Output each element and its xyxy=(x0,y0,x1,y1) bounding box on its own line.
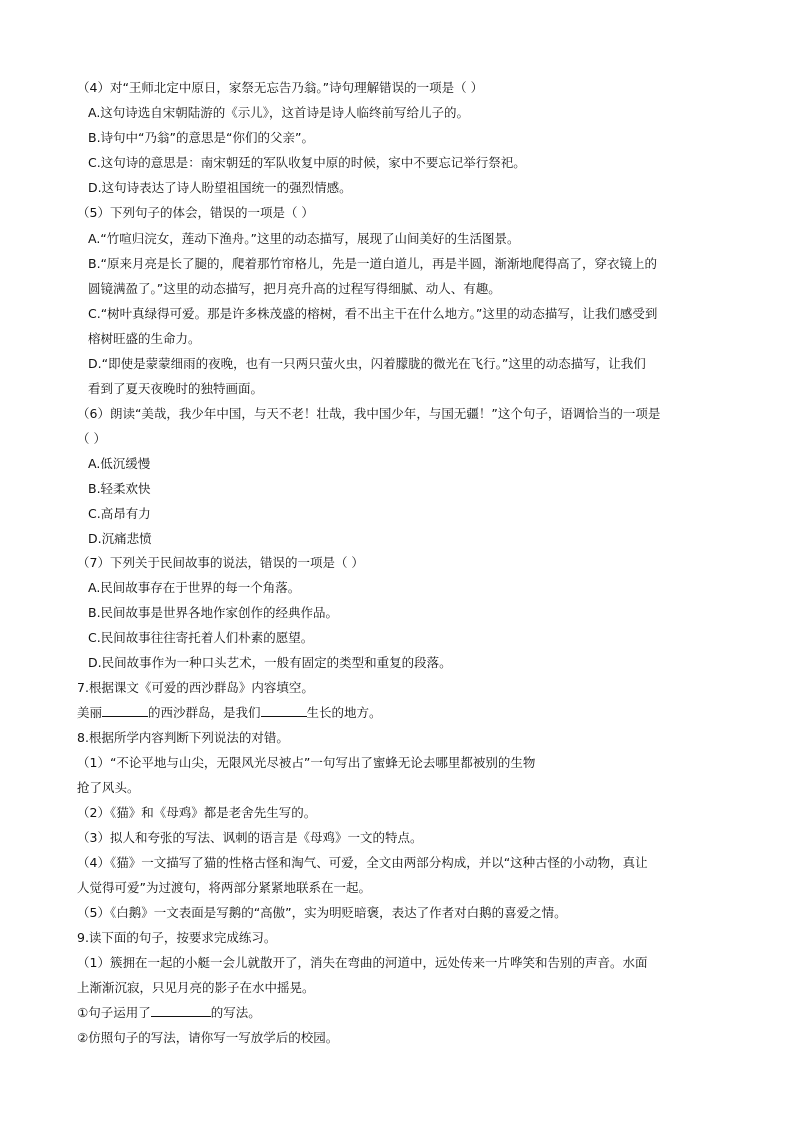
question-4-stem: （4）对“王师北定中原日，家祭无忘告乃翁。”诗句理解错误的一项是（ ） xyxy=(77,80,484,95)
question-4-option-b: B.诗句中“乃翁”的意思是“你们的父亲”。 xyxy=(88,130,314,145)
question-8-title: 8.根据所学内容判断下列说法的对错。 xyxy=(77,730,289,745)
question-5-option-c-line1: C.“树叶真绿得可爱。那是许多株茂盛的榕树，看不出主干在什么地方。”这里的动态描写，让我们感受到 xyxy=(88,306,658,321)
question-6-stem-line2: （ ） xyxy=(77,431,106,446)
answer-blank[interactable] xyxy=(102,702,148,717)
question-5-option-a: A.“竹喧归浣女，莲动下渔舟。”这里的动态描写，展现了山间美好的生活图景。 xyxy=(88,231,520,246)
question-4-option-a: A.这句诗选自宋朝陆游的《示儿》，这首诗是诗人临终前写给儿子的。 xyxy=(88,105,470,120)
answer-blank[interactable] xyxy=(151,1002,211,1017)
answer-blank[interactable] xyxy=(261,702,307,717)
question-4-option-c: C.这句诗的意思是：南宋朝廷的军队收复中原的时候，家中不要忘记举行祭祀。 xyxy=(88,155,526,170)
question-7sub-option-b: B.民间故事是世界各地作家创作的经典作品。 xyxy=(88,605,339,620)
question-6-option-a: A.低沉缓慢 xyxy=(88,456,151,471)
question-8-item-2: （2）《猫》和《母鸡》都是老舍先生写的。 xyxy=(77,805,317,820)
question-7sub-option-c: C.民间故事往往寄托着人们朴素的愿望。 xyxy=(88,630,314,645)
question-9-sub-1 xyxy=(77,1000,261,1025)
question-7-fill-line xyxy=(77,700,382,725)
question-9-sub-1-text-b: 的写法。 xyxy=(210,1005,261,1020)
question-8-item-1-line1: （1）“不论平地与山尖，无限风光尽被占”一句写出了蜜蜂无论去哪里都被别的生物 xyxy=(77,755,536,770)
question-6-option-d: D.沉痛悲愤 xyxy=(88,531,152,546)
question-4-option-d: D.这句诗表达了诗人盼望祖国统一的强烈情感。 xyxy=(88,180,352,195)
question-8-item-5: （5）《白鹅》一文表面是写鹅的“高傲”，实为明贬暗褒，表达了作者对白鹅的喜爱之情。 xyxy=(77,905,567,920)
question-9-sub-1-text-a: ①句子运用了 xyxy=(77,1005,151,1020)
question-9-sentence-line2: 上渐渐沉寂，只见月亮的影子在水中摇晃。 xyxy=(77,980,315,995)
question-8-item-4-line2: 人觉得可爱”为过渡句，将两部分紧紧地联系在一起。 xyxy=(77,880,371,895)
question-9-sub-2: ②仿照句子的写法，请你写一写放学后的校园。 xyxy=(77,1030,339,1045)
question-9-sentence-line1: （1）簇拥在一起的小艇一会儿就散开了，消失在弯曲的河道中，远处传来一片哗笑和告别的声音。水面 xyxy=(77,955,648,970)
question-5-option-c-line2: 榕树旺盛的生命力。 xyxy=(88,331,201,346)
question-6-option-b: B.轻柔欢快 xyxy=(88,481,151,496)
question-8-item-3: （3）拟人和夸张的写法、讽刺的语言是《母鸡》一文的特点。 xyxy=(77,830,423,845)
question-7-text-2: 的西沙群岛，是我们 xyxy=(148,705,261,720)
question-7-title: 7.根据课文《可爱的西沙群岛》内容填空。 xyxy=(77,680,314,695)
question-7-text-3: 生长的地方。 xyxy=(306,705,382,720)
question-6-stem-line1: （6）朗读“美哉，我少年中国，与天不老！壮哉，我中国少年，与国无疆！”这个句子，语调恰当的一项是 xyxy=(77,406,661,421)
question-6-option-c: C.高昂有力 xyxy=(88,506,151,521)
question-7sub-stem: （7）下列关于民间故事的说法，错误的一项是（ ） xyxy=(77,555,364,570)
question-8-item-4-line1: （4）《猫》一文描写了猫的性格古怪和淘气、可爱，全文由两部分构成，并以“这种古怪的小动物，真让 xyxy=(77,855,648,870)
question-5-stem: （5）下列句子的体会，错误的一项是（ ） xyxy=(77,205,314,220)
question-7sub-option-d: D.民间故事作为一种口头艺术，一般有固定的类型和重复的段落。 xyxy=(88,655,452,670)
question-8-item-1-line2: 抢了风头。 xyxy=(77,780,140,795)
question-5-option-d-line2: 看到了夏天夜晚时的独特画面。 xyxy=(88,381,264,396)
question-7sub-option-a: A.民间故事存在于世界的每一个角落。 xyxy=(88,580,301,595)
question-5-option-b-line1: B.“原来月亮是长了腿的，爬着那竹帘格儿，先是一道白道儿，再是半圆，渐渐地爬得高了，穿衣镜上的 xyxy=(88,256,658,271)
question-9-title: 9.读下面的句子，按要求完成练习。 xyxy=(77,930,277,945)
question-5-option-d-line1: D.“即使是蒙蒙细雨的夜晚，也有一只两只萤火虫，闪着朦胧的微光在飞行。”这里的动态描写，让我们 xyxy=(88,356,646,371)
question-5-option-b-line2: 圆镜满盈了。”这里的动态描写，把月亮升高的过程写得细腻、动人、有趣。 xyxy=(88,281,501,296)
question-7-text-1: 美丽 xyxy=(77,705,103,720)
